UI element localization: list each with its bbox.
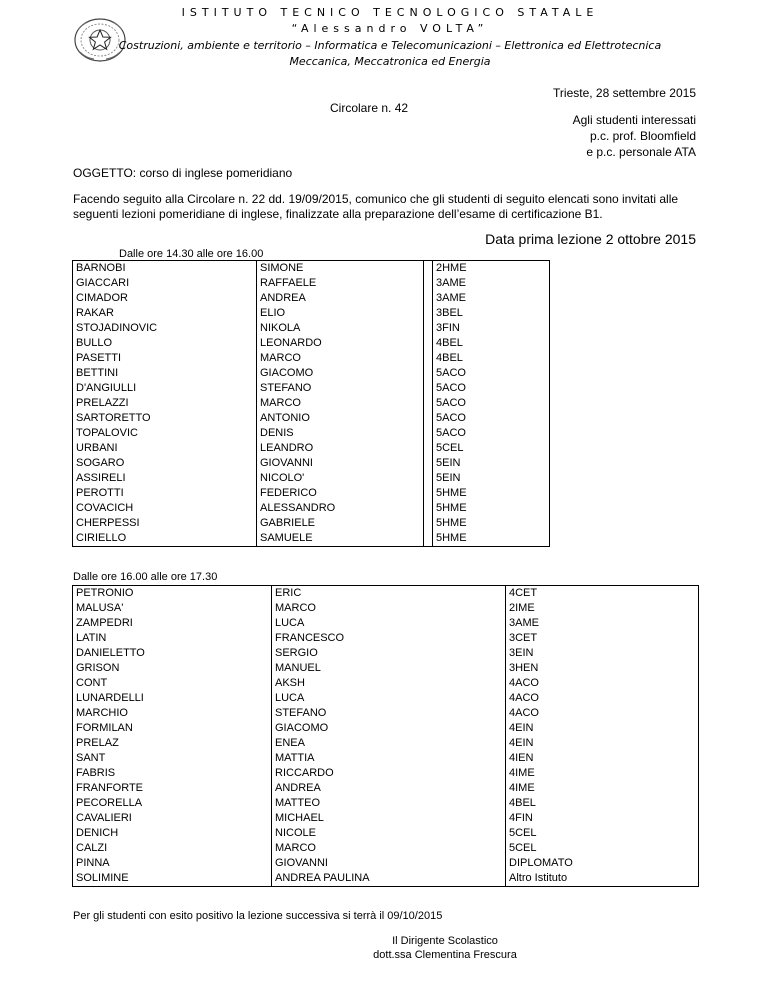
surname-cell: CONT [73, 676, 272, 691]
firstname-cell: LUCA [272, 691, 506, 706]
class-cell: Altro Istituto [506, 871, 699, 887]
surname-cell: SARTORETTO [73, 411, 257, 426]
class-cell: 5CEL [433, 441, 550, 456]
class-cell: 4ACO [506, 706, 699, 721]
class-cell: 3BEL [433, 306, 550, 321]
firstname-cell: AKSH [272, 676, 506, 691]
group1-students-table [72, 260, 550, 547]
student-row [73, 531, 550, 547]
firstname-cell: FEDERICO [257, 486, 424, 501]
student-row [73, 381, 550, 396]
spacer-cell [424, 471, 433, 486]
surname-cell: LATIN [73, 631, 272, 646]
student-row [73, 826, 699, 841]
surname-cell: FABRIS [73, 766, 272, 781]
student-row [73, 601, 699, 616]
school-type-heading: ISTITUTO TECNICO TECNOLOGICO STATALE [181, 6, 599, 19]
class-cell: 5ACO [433, 381, 550, 396]
firstname-cell: MARCO [257, 351, 424, 366]
student-row [73, 501, 550, 516]
spacer-cell [424, 516, 433, 531]
spacer-cell [424, 381, 433, 396]
surname-cell: CHERPESSI [73, 516, 257, 531]
firstname-cell: MICHAEL [272, 811, 506, 826]
spacer-cell [424, 441, 433, 456]
school-courses-line: Costruzioni, ambiente e territorio – Informatica e Telecomunicazioni – Elettronica ed Elettrotecnica [118, 39, 662, 52]
student-row [73, 691, 699, 706]
firstname-cell: DENIS [257, 426, 424, 441]
firstname-cell: MARCO [272, 841, 506, 856]
student-row [73, 841, 699, 856]
student-row [73, 796, 699, 811]
firstname-cell: MARCO [272, 601, 506, 616]
student-row [73, 516, 550, 531]
surname-cell: BARNOBI [73, 261, 257, 277]
student-row [73, 336, 550, 351]
surname-cell: PETRONIO [73, 586, 272, 602]
class-cell: 4ACO [506, 676, 699, 691]
group2-students-table [72, 585, 699, 887]
firstname-cell: LEANDRO [257, 441, 424, 456]
surname-cell: STOJADINOVIC [73, 321, 257, 336]
firstname-cell: MANUEL [272, 661, 506, 676]
student-row [73, 411, 550, 426]
surname-cell: PINNA [73, 856, 272, 871]
class-cell: 4ACO [506, 691, 699, 706]
firstname-cell: MARCO [257, 396, 424, 411]
student-row [73, 351, 550, 366]
class-cell: 3EIN [506, 646, 699, 661]
class-cell: 4CET [506, 586, 699, 602]
student-row [73, 366, 550, 381]
spacer-cell [424, 366, 433, 381]
recipient-line: Agli studenti interessati [572, 113, 696, 127]
class-cell: 5ACO [433, 366, 550, 381]
surname-cell: GRISON [73, 661, 272, 676]
class-cell: 5HME [433, 531, 550, 547]
surname-cell: MARCHIO [73, 706, 272, 721]
surname-cell: PRELAZZI [73, 396, 257, 411]
class-cell: DIPLOMATO [506, 856, 699, 871]
student-row [73, 261, 550, 277]
firstname-cell: ERIC [272, 586, 506, 602]
surname-cell: BETTINI [73, 366, 257, 381]
school-courses-line-2: Meccanica, Meccatronica ed Energia [289, 55, 491, 68]
class-cell: 4BEL [433, 336, 550, 351]
class-cell: 3AME [506, 616, 699, 631]
firstname-cell: NICOLO' [257, 471, 424, 486]
spacer-cell [424, 456, 433, 471]
firstname-cell: SAMUELE [257, 531, 424, 547]
firstname-cell: ELIO [257, 306, 424, 321]
firstname-cell: SERGIO [272, 646, 506, 661]
intro-paragraph: Facendo seguito alla Circolare n. 22 dd. 19/09/2015, comunico che gli studenti di seguito elencati sono invitati alle seguenti lezioni pomeridiane di inglese, finalizzate alla preparazione dell’esame di certificazione B1. [73, 192, 679, 221]
student-row [73, 871, 699, 887]
recipient-line: p.c. prof. Bloomfield [589, 129, 696, 143]
class-cell: 5HME [433, 516, 550, 531]
surname-cell: DANIELETTO [73, 646, 272, 661]
group1-time-caption: Dalle ore 14.30 alle ore 16.00 [119, 248, 264, 260]
signature-title: Il Dirigente Scolastico [392, 935, 498, 947]
class-cell: 4IEN [506, 751, 699, 766]
firstname-cell: GIOVANNI [272, 856, 506, 871]
circular-number: Circolare n. 42 [330, 101, 409, 115]
class-cell: 5ACO [433, 396, 550, 411]
firstname-cell: GABRIELE [257, 516, 424, 531]
class-cell: 3AME [433, 291, 550, 306]
class-cell: 4IME [506, 781, 699, 796]
spacer-cell [424, 411, 433, 426]
recipient-line: e p.c. personale ATA [586, 145, 696, 159]
firstname-cell: GIOVANNI [257, 456, 424, 471]
student-row [73, 646, 699, 661]
surname-cell: BULLO [73, 336, 257, 351]
surname-cell: LUNARDELLI [73, 691, 272, 706]
surname-cell: SANT [73, 751, 272, 766]
student-row [73, 706, 699, 721]
spacer-cell [424, 351, 433, 366]
student-row [73, 396, 550, 411]
signature-name: dott.ssa Clementina Frescura [373, 949, 517, 961]
first-lesson-date: Data prima lezione 2 ottobre 2015 [485, 231, 696, 247]
firstname-cell: ANDREA [272, 781, 506, 796]
follow-up-note: Per gli studenti con esito positivo la lezione successiva si terrà il 09/10/2015 [73, 910, 443, 922]
class-cell: 4BEL [506, 796, 699, 811]
student-row [73, 306, 550, 321]
class-cell: 5CEL [506, 826, 699, 841]
student-row [73, 766, 699, 781]
recipients-block [573, 112, 696, 160]
class-cell: 4FIN [506, 811, 699, 826]
firstname-cell: ENEA [272, 736, 506, 751]
surname-cell: ASSIRELI [73, 471, 257, 486]
firstname-cell: GIACOMO [257, 366, 424, 381]
class-cell: 3AME [433, 276, 550, 291]
spacer-cell [424, 426, 433, 441]
spacer-cell [424, 291, 433, 306]
class-cell: 5ACO [433, 426, 550, 441]
spacer-cell [424, 306, 433, 321]
spacer-cell [424, 486, 433, 501]
firstname-cell: GIACOMO [272, 721, 506, 736]
student-row [73, 291, 550, 306]
student-row [73, 781, 699, 796]
firstname-cell: ANTONIO [257, 411, 424, 426]
surname-cell: DENICH [73, 826, 272, 841]
class-cell: 5EIN [433, 471, 550, 486]
surname-cell: COVACICH [73, 501, 257, 516]
surname-cell: TOPALOVIC [73, 426, 257, 441]
student-row [73, 321, 550, 336]
class-cell: 5EIN [433, 456, 550, 471]
class-cell: 4EIN [506, 736, 699, 751]
student-row [73, 811, 699, 826]
surname-cell: GIACCARI [73, 276, 257, 291]
firstname-cell: MATTIA [272, 751, 506, 766]
student-row [73, 721, 699, 736]
firstname-cell: STEFANO [272, 706, 506, 721]
student-row [73, 441, 550, 456]
student-row [73, 751, 699, 766]
surname-cell: FRANFORTE [73, 781, 272, 796]
surname-cell: PRELAZ [73, 736, 272, 751]
class-cell: 3FIN [433, 321, 550, 336]
spacer-cell [424, 396, 433, 411]
firstname-cell: STEFANO [257, 381, 424, 396]
student-row [73, 616, 699, 631]
class-cell: 5CEL [506, 841, 699, 856]
class-cell: 5ACO [433, 411, 550, 426]
surname-cell: URBANI [73, 441, 257, 456]
firstname-cell: FRANCESCO [272, 631, 506, 646]
class-cell: 3HEN [506, 661, 699, 676]
surname-cell: RAKAR [73, 306, 257, 321]
firstname-cell: ANDREA PAULINA [272, 871, 506, 887]
surname-cell: SOGARO [73, 456, 257, 471]
surname-cell: MALUSA' [73, 601, 272, 616]
spacer-cell [424, 531, 433, 547]
surname-cell: CIMADOR [73, 291, 257, 306]
firstname-cell: LEONARDO [257, 336, 424, 351]
subject-line: OGGETTO: corso di inglese pomeridiano [73, 166, 293, 180]
class-cell: 3CET [506, 631, 699, 646]
class-cell: 5HME [433, 486, 550, 501]
surname-cell: CIRIELLO [73, 531, 257, 547]
class-cell: 2HME [433, 261, 550, 277]
surname-cell: PECORELLA [73, 796, 272, 811]
spacer-cell [424, 321, 433, 336]
class-cell: 5HME [433, 501, 550, 516]
student-row [73, 276, 550, 291]
firstname-cell: SIMONE [257, 261, 424, 277]
firstname-cell: LUCA [272, 616, 506, 631]
class-cell: 4EIN [506, 721, 699, 736]
class-cell: 4BEL [433, 351, 550, 366]
student-row [73, 586, 699, 602]
student-row [73, 856, 699, 871]
spacer-cell [424, 501, 433, 516]
spacer-cell [424, 336, 433, 351]
surname-cell: CAVALIERI [73, 811, 272, 826]
spacer-cell [424, 261, 433, 277]
student-row [73, 631, 699, 646]
firstname-cell: NICOLE [272, 826, 506, 841]
firstname-cell: NIKOLA [257, 321, 424, 336]
class-cell: 2IME [506, 601, 699, 616]
surname-cell: ZAMPEDRI [73, 616, 272, 631]
firstname-cell: ALESSANDRO [257, 501, 424, 516]
student-row [73, 676, 699, 691]
student-row [73, 471, 550, 486]
student-row [73, 456, 550, 471]
group2-time-caption: Dalle ore 16.00 alle ore 17.30 [73, 571, 218, 583]
firstname-cell: RICCARDO [272, 766, 506, 781]
firstname-cell: RAFFAELE [257, 276, 424, 291]
surname-cell: CALZI [73, 841, 272, 856]
student-row [73, 736, 699, 751]
surname-cell: PEROTTI [73, 486, 257, 501]
student-row [73, 426, 550, 441]
firstname-cell: MATTEO [272, 796, 506, 811]
signature-block [355, 934, 535, 962]
surname-cell: FORMILAN [73, 721, 272, 736]
spacer-cell [424, 276, 433, 291]
school-name-heading: “Alessandro VOLTA” [291, 22, 489, 35]
surname-cell: D'ANGIULLI [73, 381, 257, 396]
firstname-cell: ANDREA [257, 291, 424, 306]
surname-cell: SOLIMINE [73, 871, 272, 887]
letter-date: Trieste, 28 settembre 2015 [553, 86, 696, 100]
class-cell: 4IME [506, 766, 699, 781]
student-row [73, 661, 699, 676]
surname-cell: PASETTI [73, 351, 257, 366]
student-row [73, 486, 550, 501]
